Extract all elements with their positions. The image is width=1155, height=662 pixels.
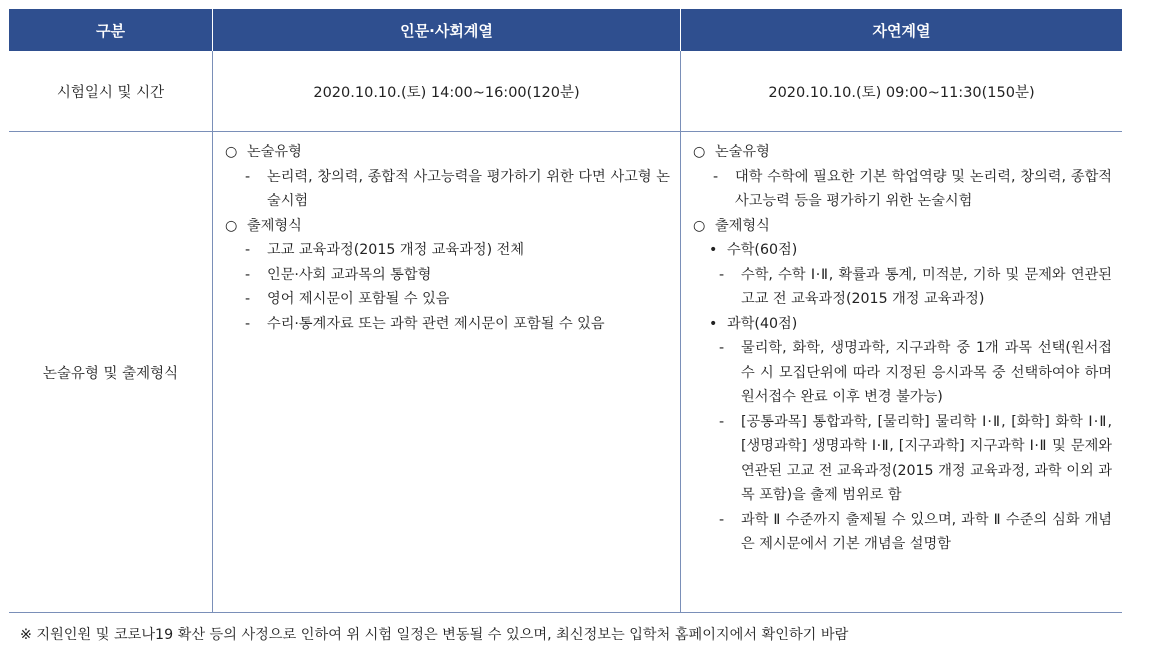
list-item: [225, 263, 670, 288]
humanities-format-cell: [212, 132, 680, 612]
list-item: [693, 336, 1112, 410]
circle-marker: ○: [225, 144, 238, 160]
section-heading: [693, 140, 1112, 165]
bullet-marker: •: [709, 242, 718, 258]
list-item-text: 물리학, 화학, 생명과학, 지구과학 중 1개 과목 선택(원서접수 시 모집단위에 따라 지정된 응시과목 중 선택하여야 하며 원서접수 완료 이후 변경 불가능): [741, 340, 1112, 405]
section-title: 출제형식: [247, 217, 302, 234]
header-science: 자연계열: [680, 9, 1122, 51]
bullet-marker: •: [709, 315, 718, 332]
circle-marker: ○: [693, 217, 706, 234]
format-row: [9, 132, 1122, 612]
section-heading: [225, 214, 670, 239]
subsection-heading: [693, 312, 1112, 337]
dash-marker: -: [719, 511, 725, 528]
subsection-heading: [693, 238, 1112, 263]
dash-marker: -: [245, 291, 251, 307]
dash-marker: -: [719, 266, 725, 283]
exam-info-table: [9, 9, 1122, 613]
list-item: [693, 410, 1112, 508]
circle-marker: ○: [693, 144, 706, 160]
science-exam-time: 2020.10.10.(토) 09:00~11:30(150분): [680, 51, 1122, 131]
list-item: [693, 263, 1112, 312]
header-category: 구분: [96, 21, 125, 40]
dash-marker: -: [719, 340, 725, 356]
list-item-text: 논리력, 창의력, 종합적 사고능력을 평가하기 위한 다면 사고형 논술시험: [267, 168, 670, 209]
list-item: [225, 165, 670, 214]
list-item-text: 대학 수학에 필요한 기본 학업역량 및 논리력, 창의력, 종합적 사고능력 등을 평가하기 위한 논술시험: [735, 168, 1112, 209]
section-heading: [225, 140, 670, 165]
list-item: [225, 287, 670, 312]
list-item-text: 수학, 수학 Ⅰ·Ⅱ, 확률과 통계, 미적분, 기하 및 문제와 연관된 고교 전 교육과정(2015 개정 교육과정): [741, 266, 1112, 307]
list-item-text: 영어 제시문이 포함될 수 있음: [267, 291, 450, 307]
science-format-cell: [680, 132, 1122, 612]
exam-time-label: 시험일시 및 시간: [56, 84, 165, 101]
section-title: 논술유형: [247, 144, 302, 160]
section-heading: [693, 214, 1112, 239]
list-item-text: 과학 Ⅱ 수준까지 출제될 수 있으며, 과학 Ⅱ 수준의 심화 개념은 제시문에서 기본 개념을 설명함: [741, 511, 1112, 552]
humanities-exam-time: 2020.10.10.(토) 14:00~16:00(120분): [212, 51, 680, 131]
circle-marker: ○: [225, 217, 238, 234]
dash-marker: -: [245, 315, 251, 332]
section-title: 출제형식: [715, 217, 770, 234]
list-item: [693, 508, 1112, 557]
dash-marker: -: [719, 413, 725, 430]
list-item: [225, 238, 670, 263]
subsection-title: 수학(60점): [727, 242, 798, 258]
dash-marker: -: [245, 168, 251, 185]
list-item-text: [공통과목] 통합과학, [물리학] 물리학 Ⅰ·Ⅱ, [화학] 화학 Ⅰ·Ⅱ, [생명과학] 생명과학 Ⅰ·Ⅱ, [지구과학] 지구과학 Ⅰ·Ⅱ 및 문제와 연관된 고교 전 교육과정(2015 개정 교육과정, 과학 이외 과목 포함)을 출제 범위로 함: [741, 413, 1112, 503]
section-title: 논술유형: [715, 144, 770, 160]
subsection-title: 과학(40점): [727, 315, 798, 332]
footnote: ※ 지원인원 및 코로나19 확산 등의 사정으로 인하여 위 시험 일정은 변동될 수 있으며, 최신정보는 입학처 홈페이지에서 확인하기 바람: [20, 627, 849, 643]
list-item-text: 고교 교육과정(2015 개정 교육과정) 전체: [267, 242, 525, 258]
list-item-text: 인문·사회 교과목의 통합형: [267, 266, 432, 283]
list-item: [225, 312, 670, 337]
format-label: 논술유형 및 출제형식: [42, 365, 179, 382]
table-header-row: [9, 9, 1122, 51]
dash-marker: -: [245, 266, 251, 283]
header-humanities: 인문·사회계열: [212, 9, 680, 51]
list-item-text: 수리·통계자료 또는 과학 관련 제시문이 포함될 수 있음: [267, 315, 605, 332]
exam-time-row: [9, 51, 1122, 132]
dash-marker: -: [713, 168, 719, 185]
list-item: [693, 165, 1112, 214]
dash-marker: -: [245, 242, 251, 258]
